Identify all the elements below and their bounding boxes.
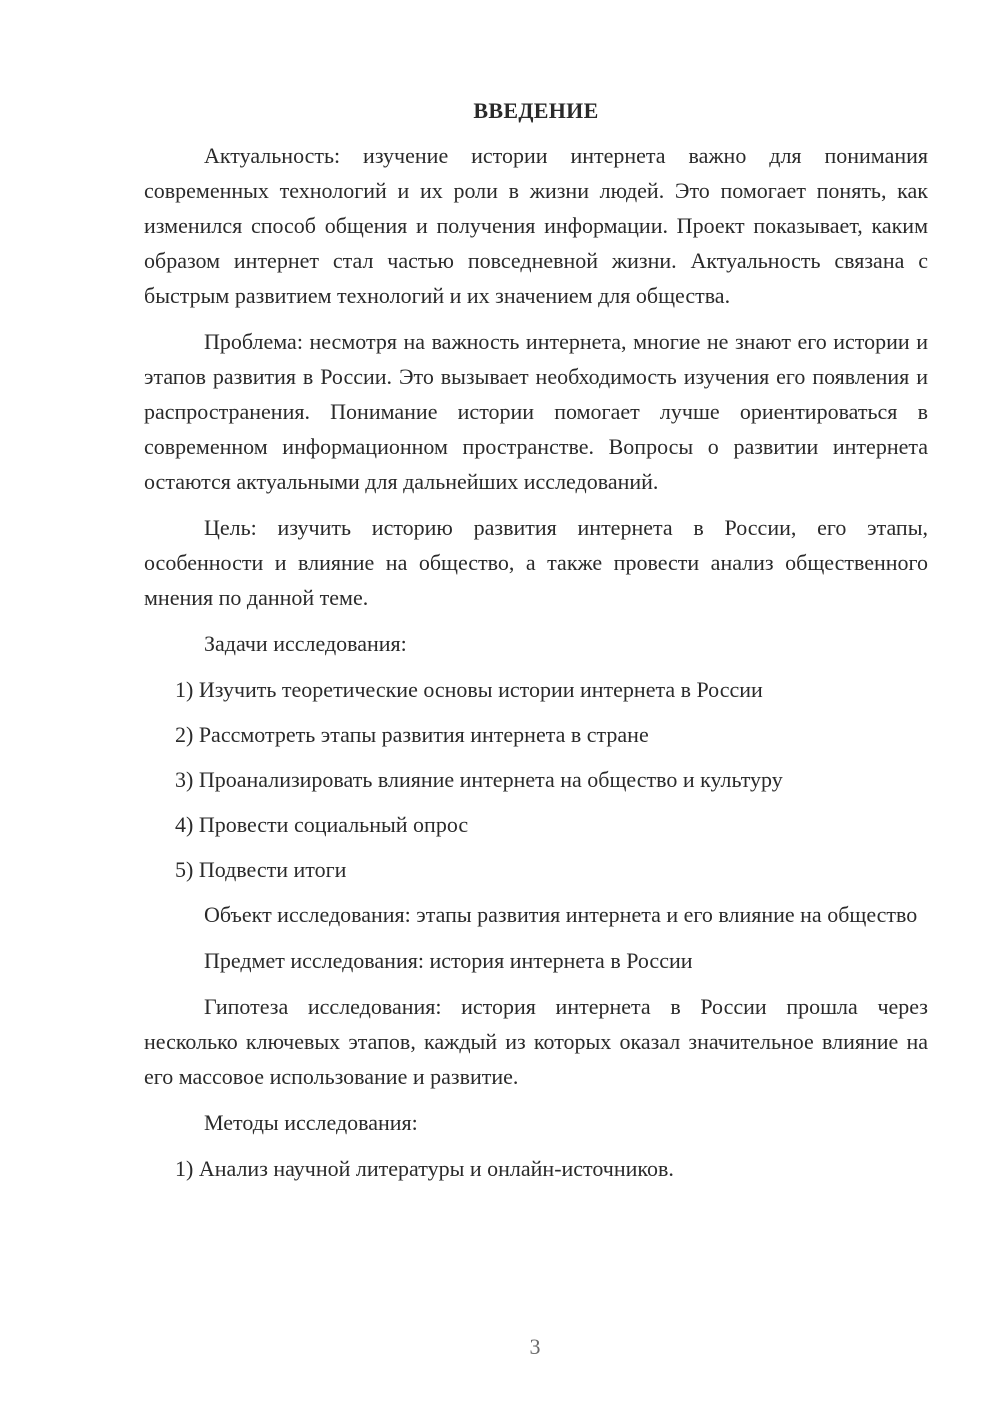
page-number: 3 [529,1334,541,1359]
hypothesis-paragraph: Гипотеза исследования: история интернета в России прошла через несколько ключевых этапов, каждый из которых оказал значительное влияние на его массовое использование и развитие. [144,994,928,1089]
tasks-heading: Задачи исследования: [204,631,407,656]
list-item: 2) Рассмотреть этапы развития интернета в стране [175,722,649,747]
goal-paragraph: Цель: изучить историю развития интернета в России, его этапы, особенности и влияние на общество, а также провести анализ общественного мнения по данной теме. [144,515,928,610]
list-item: 4) Провести социальный опрос [175,812,469,837]
relevance-paragraph: Актуальность: изучение истории интернета важно для понимания современных технологий и их роли в жизни людей. Это помогает понять, как изменился способ общения и получения информации. Проект показывает, каким образом интернет стал частью повседневной жизни. Актуальность связана с быстрым развитием технологий и их значением для общества. [144,143,928,308]
page-title: ВВЕДЕНИЕ [473,98,599,123]
document-page [144,96,928,1196]
object-paragraph: Объект исследования: этапы развития интернета и его влияние на общество [204,902,918,927]
tasks-list [144,672,928,887]
list-item: 1) Изучить теоретические основы истории интернета в России [175,677,763,702]
list-item: 5) Подвести итоги [175,857,347,882]
methods-list [144,1151,928,1186]
list-item: 1) Анализ научной литературы и онлайн-источников. [175,1156,674,1181]
methods-heading: Методы исследования: [204,1110,418,1135]
problem-paragraph: Проблема: несмотря на важность интернета, многие не знают его истории и этапов развития в России. Это вызывает необходимость изучения его появления и распространения. Понимание истории помогает лучше ориентироваться в современном информационном пространстве. Вопросы о развитии интернета остаются актуальными для дальнейших исследований. [144,329,928,494]
list-item: 3) Проанализировать влияние интернета на общество и культуру [175,767,783,792]
subject-paragraph: Предмет исследования: история интернета в России [204,948,693,973]
